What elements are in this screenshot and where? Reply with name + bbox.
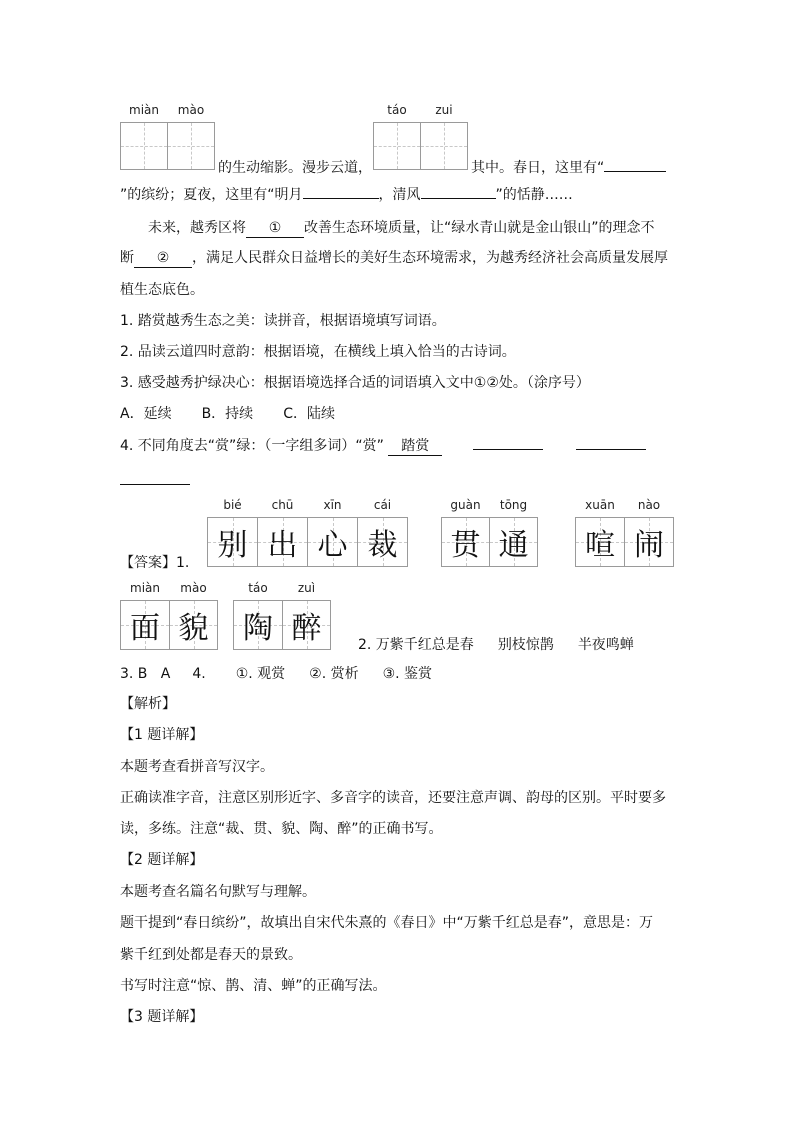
passage-text: ，满足人民群众日益增长的美好生态环境需求，为越秀经济社会高质量发展厚 [192,250,668,266]
pinyin-label: zui [435,103,453,117]
pinyin-grid-taozui [373,103,468,170]
passage-text: ，清风 [378,187,421,203]
grid-cell [169,581,218,650]
answer-2 [358,635,634,655]
section-1-heading: 【1 题详解】 [120,727,204,743]
grid-cell [207,498,258,567]
answer-grid-guan-tong [441,498,538,567]
para2-line1 [148,218,655,238]
answer-grid-tao-zui [233,581,331,650]
passage-line1-b [471,158,666,178]
hanzi: 面 [130,611,160,646]
hanzi: 通 [498,528,529,563]
hanzi: 出 [267,528,298,563]
pinyin-grid-mianmao [120,103,215,170]
section-1-line: 正确读准字音，注意区别形近字、多音字的读音，还要注意声调、韵母的区别。平时要多 [120,790,666,806]
section-1-line: 读，多练。注意“裁、贯、貌、陶、醉”的正确书写。 [120,821,443,837]
answer-2-c: 半夜鸣蝉 [577,637,634,653]
grid-cell[interactable] [373,103,421,170]
q4-blank-2[interactable] [576,449,646,450]
pinyin-label: xīn [323,498,342,512]
option-b[interactable]: B．持续 [201,406,254,422]
option-a[interactable]: A．延续 [120,406,172,422]
grid-cell [257,498,308,567]
q4-example-blank: 踏赏 [388,437,442,456]
hanzi: 贯 [450,528,481,563]
answer-3-4 [120,664,432,684]
hanzi: 貌 [178,611,209,646]
blank-mingyue[interactable] [303,198,379,199]
section-2-line: 题干提到“春日缤纷”，故填出自宋代朱熹的《春日》中“万紫千红总是春”，意思是：万 [120,915,654,931]
blank-chunri[interactable] [604,171,666,172]
hanzi: 醉 [291,611,322,646]
analysis-title: 【解析】 [120,696,176,712]
para2-line3: 植生态底色。 [120,282,204,298]
pinyin-label: tōng [499,498,528,512]
answer-4-item: ②. 赏析 [309,666,359,682]
hanzi: 别 [217,528,248,563]
pinyin-label: nào [637,498,661,512]
section-1-line: 本题考查看拼音写汉字。 [120,759,274,775]
grid-cell [441,498,490,567]
pinyin-label: táo [387,103,407,117]
section-3-heading: 【3 题详解】 [120,1009,204,1025]
grid-cell [357,498,408,567]
answer-4-item: ①. 观赏 [235,666,286,682]
grid-cell [575,498,625,567]
pinyin-label: zuì [297,581,316,595]
answer-4-item: ③. 鉴赏 [382,666,433,682]
blank-1[interactable]: ① [246,219,304,238]
hanzi: 闹 [634,528,664,563]
answer-grid-bie-chu-xin-cai [207,498,408,567]
section-2-line: 本题考查名篇名句默写与理解。 [120,884,316,900]
option-c[interactable]: C．陆续 [283,406,335,422]
para2-line2 [120,248,668,268]
pinyin-label: guàn [450,498,481,512]
passage-text: 未来，越秀区将 [148,220,246,236]
pinyin-label: xuān [585,498,615,512]
options-row [120,404,335,424]
section-2-line: 书写时注意“惊、鹊、清、蝉”的正确写法。 [120,978,387,994]
grid-cell[interactable] [420,103,468,170]
blank-2[interactable]: ② [134,249,192,268]
hanzi: 心 [317,528,348,563]
question-4 [120,436,646,456]
section-2-heading: 【2 题详解】 [120,852,204,868]
answer-grid-mian-mao [120,581,218,650]
question-2: 2. 品读云道四时意韵：根据语境，在横线上填入恰当的古诗词。 [120,344,516,360]
question-3: 3. 感受越秀护绿决心：根据语境选择合适的词语填入文中①②处。（涂序号） [120,375,590,391]
pinyin-label: bié [223,498,242,512]
hanzi: 陶 [243,611,273,646]
grid-cell[interactable] [120,103,168,170]
q4-blank-1[interactable] [473,449,543,450]
grid-cell [489,498,538,567]
answer-2-b: 别枝惊鹊 [497,637,554,653]
answer-2-a: 2. 万紫千红总是春 [358,637,474,653]
question-4-text: 4. 不同角度去“赏”绿：（一字组多词）“赏” [120,438,384,454]
grid-cell[interactable] [167,103,215,170]
pinyin-label: chū [271,498,294,512]
answer-3: 3. B A [120,666,171,682]
blank-qingfeng[interactable] [421,198,496,199]
pinyin-label: mào [180,581,207,595]
pinyin-label: miàn [130,581,160,595]
grid-cell [624,498,674,567]
passage-line2 [120,185,573,205]
pinyin-label: mào [177,103,205,117]
q4-blank-3[interactable] [120,484,190,485]
section-2-line: 紫千红到处都是春天的景致。 [120,947,302,963]
passage-line1-a: 的生动缩影。漫步云道， [218,160,372,176]
hanzi: 喧 [585,528,615,563]
grid-cell [120,581,170,650]
pinyin-label: táo [248,581,268,595]
grid-cell [233,581,283,650]
passage-text: 改善生态环境质量，让“绿水青山就是金山银山”的理念不 [304,220,655,236]
question-1: 1. 踏赏越秀生态之美：读拼音，根据语境填写词语。 [120,313,446,329]
grid-cell [282,581,331,650]
passage-text: ”的恬静…… [495,187,573,203]
hanzi: 裁 [367,528,398,563]
grid-cell [307,498,358,567]
passage-text: 断 [120,250,134,266]
answer-4-label: 4. [192,666,206,682]
passage-text: 其中。春日，这里有“ [471,160,605,176]
pinyin-label: cái [373,498,392,512]
passage-text: ”的缤纷；夏夜，这里有“明月 [120,187,303,203]
pinyin-label: miàn [129,103,159,117]
answer-grid-xuan-nao [575,498,674,567]
answer-label: 【答案】1. [120,555,190,571]
